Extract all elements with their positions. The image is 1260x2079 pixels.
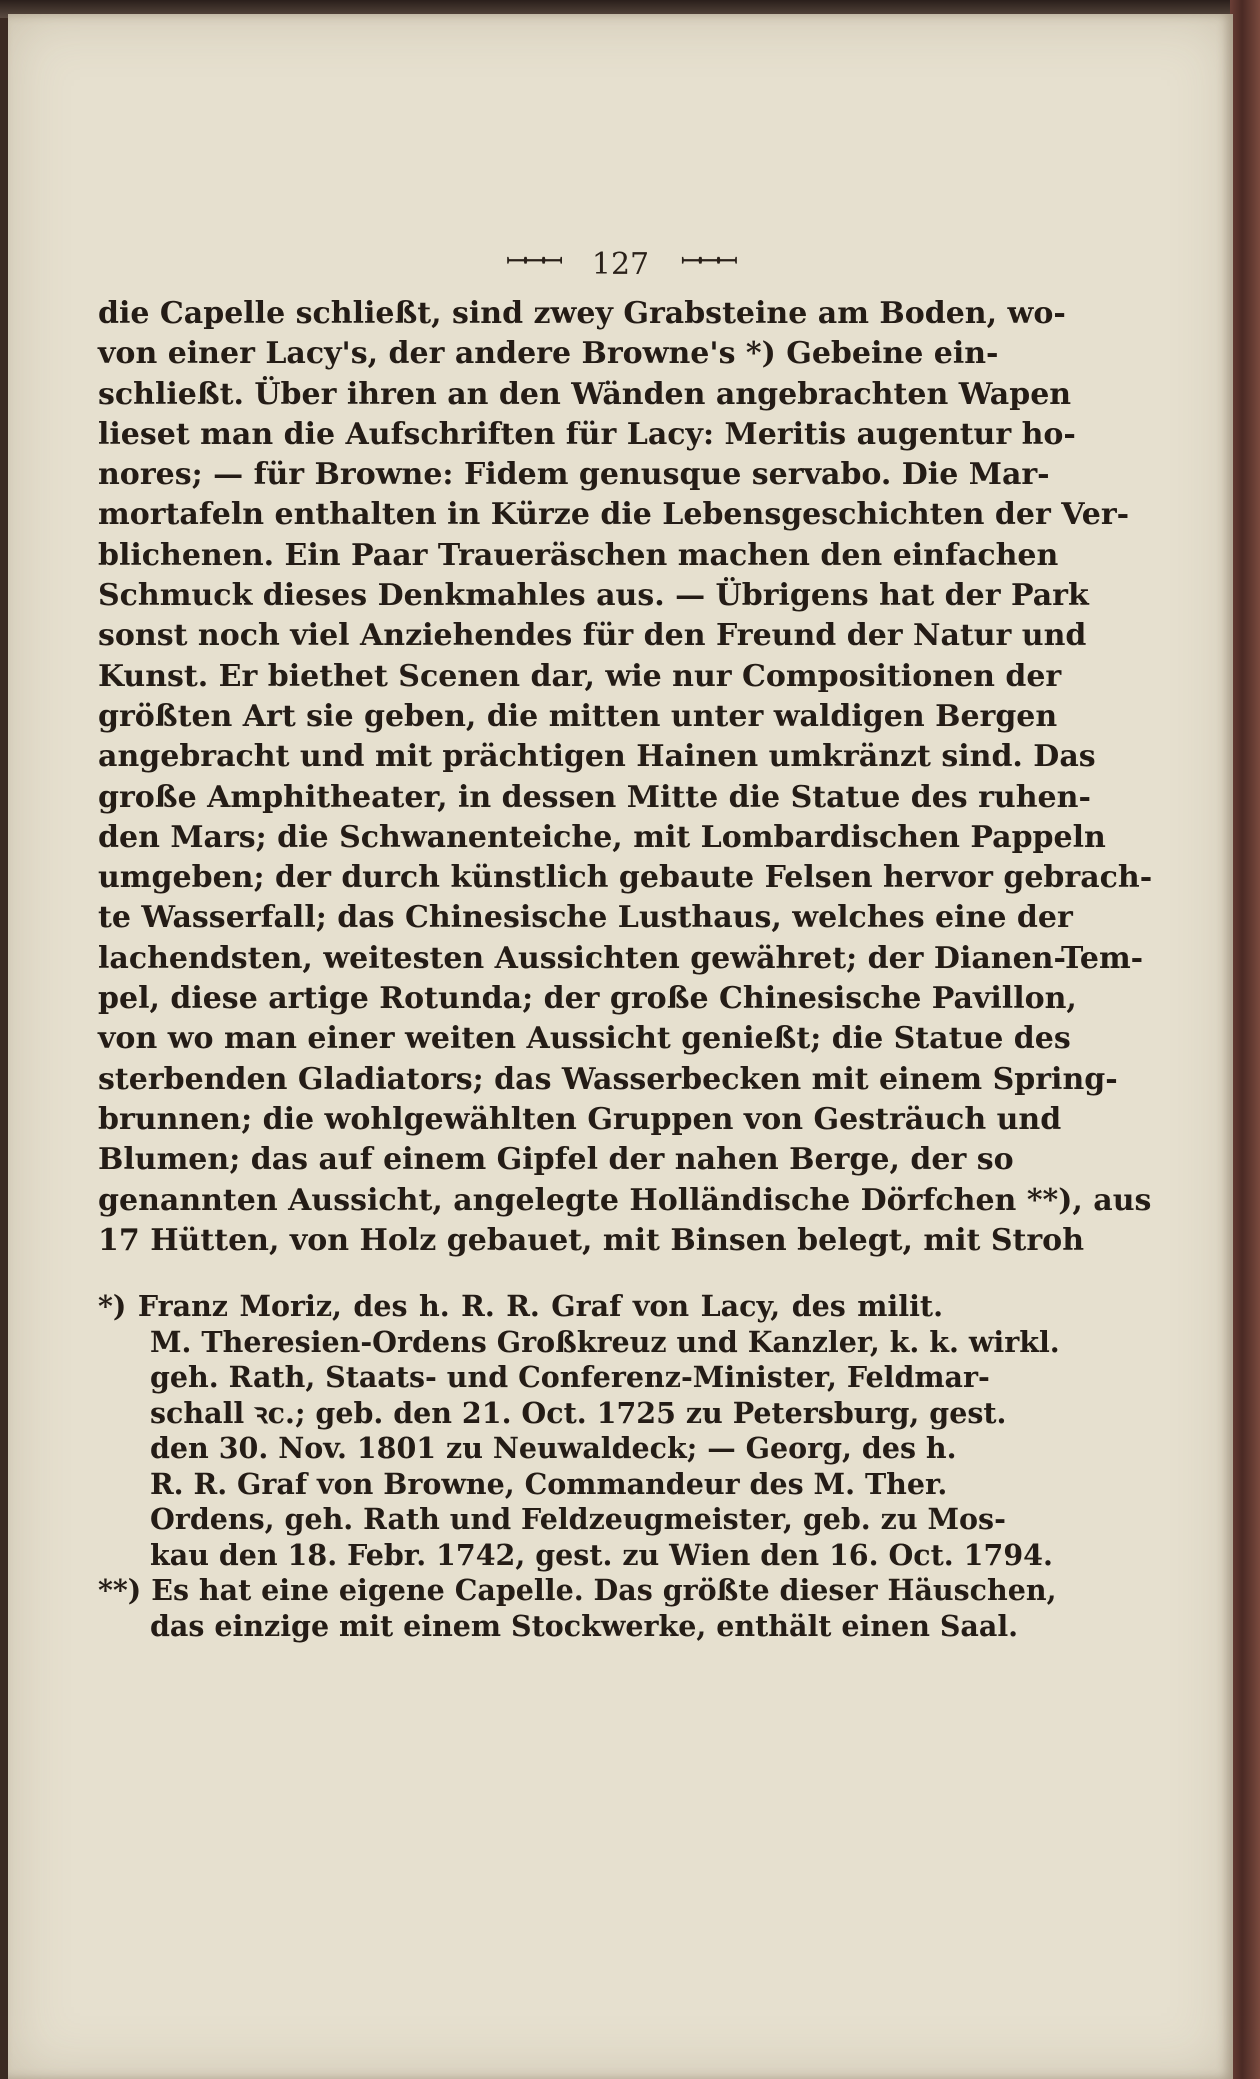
- text-line: große Amphitheater, in dessen Mitte die Statue des ruhen-: [98, 779, 1091, 815]
- text-line: größten Art sie geben, die mitten unter waldigen Bergen: [98, 698, 1058, 734]
- text-line: genannten Aussicht, angelegte Holländische Dörfchen **), aus: [98, 1182, 1152, 1218]
- text-line: angebracht und mit prächtigen Hainen umkränzt sind. Das: [98, 739, 1096, 775]
- footnote-line: *) Franz Moriz, des h. R. R. Graf von Lacy, des milit.: [98, 1289, 943, 1323]
- text-line: den Mars; die Schwanenteiche, mit Lombardischen Pappeln: [98, 819, 1106, 855]
- text-line: pel, diese artige Rotunda; der große Chinesische Pavillon,: [98, 981, 1077, 1017]
- footnote-line: geh. Rath, Staats- und Conferenz-Minister, Feldmar-: [150, 1360, 990, 1394]
- text-line: brunnen; die wohlgewählten Gruppen von Gesträuch und: [98, 1101, 1062, 1137]
- book-spine-edge: [1230, 0, 1260, 2079]
- text-line: von einer Lacy's, der andere Browne's *) Gebeine ein-: [98, 336, 999, 372]
- main-text-block: [98, 294, 1153, 1261]
- text-line: sterbenden Gladiators; das Wasserbecken mit einem Spring-: [98, 1061, 1118, 1097]
- footnote-line: schall ꝛc.; geb. den 21. Oct. 1725 zu Petersburg, gest.: [150, 1395, 1007, 1430]
- footnote-line: Ordens, geh. Rath und Feldzeugmeister, geb. zu Mos-: [150, 1502, 1006, 1536]
- text-line: te Wasserfall; das Chinesische Lusthaus, welches eine der: [98, 900, 1073, 936]
- text-line: die Capelle schließt, sind zwey Grabsteine am Boden, wo-: [98, 296, 1066, 331]
- footnote-line: **) Es hat eine eigene Capelle. Das größte dieser Häuschen,: [98, 1573, 1057, 1607]
- footnote-line: M. Theresien-Ordens Großkreuz und Kanzler, k. k. wirkl.: [150, 1324, 1060, 1359]
- book-page: [8, 14, 1233, 2079]
- text-line: 17 Hütten, von Holz gebauet, mit Binsen belegt, mit Stroh: [98, 1222, 1085, 1258]
- footnote-line: das einzige mit einem Stockwerke, enthält einen Saal.: [150, 1608, 1019, 1643]
- text-line: schließt. Über ihren an den Wänden angebrachten Wapen: [98, 376, 1072, 412]
- footnote-line: R. R. Graf von Browne, Commandeur des M. Ther.: [150, 1466, 948, 1501]
- text-line: von wo man einer weiten Aussicht genießt; die Statue des: [98, 1021, 1071, 1057]
- text-line: mortafeln enthalten in Kürze die Lebensgeschichten der Ver-: [98, 497, 1130, 533]
- text-line: sonst noch viel Anziehendes für den Freund der Natur und: [98, 618, 1087, 654]
- text-line: lieset man die Aufschriften für Lacy: Meritis augentur ho-: [98, 416, 1076, 452]
- text-line: umgeben; der durch künstlich gebaute Felsen hervor gebrach-: [98, 860, 1153, 896]
- footnotes-block: [98, 1289, 1060, 1644]
- page-number: 127: [591, 247, 650, 282]
- footnote-line: kau den 18. Febr. 1742, gest. zu Wien den 16. Oct. 1794.: [150, 1537, 1053, 1572]
- header-ornament-left: ꟷꟷꟷ: [505, 247, 561, 277]
- header-ornament-right: ꟷꟷꟷ: [680, 247, 736, 277]
- text-line: Kunst. Er biethet Scenen dar, wie nur Compositionen der: [98, 658, 1062, 694]
- footnote-line: den 30. Nov. 1801 zu Neuwaldeck; — Georg, des h.: [150, 1431, 957, 1465]
- page-header: [8, 246, 1233, 282]
- text-line: Schmuck dieses Denkmahles aus. — Übrigens hat der Park: [98, 578, 1089, 614]
- text-line: lachendsten, weitesten Aussichten gewähret; der Dianen-Tem-: [98, 940, 1144, 976]
- text-line: nores; — für Browne: Fidem genusque servabo. Die Mar-: [98, 457, 1050, 493]
- text-line: blichenen. Ein Paar Traueräschen machen den einfachen: [98, 537, 1059, 573]
- text-line: Blumen; das auf einem Gipfel der nahen Berge, der so: [98, 1142, 1014, 1178]
